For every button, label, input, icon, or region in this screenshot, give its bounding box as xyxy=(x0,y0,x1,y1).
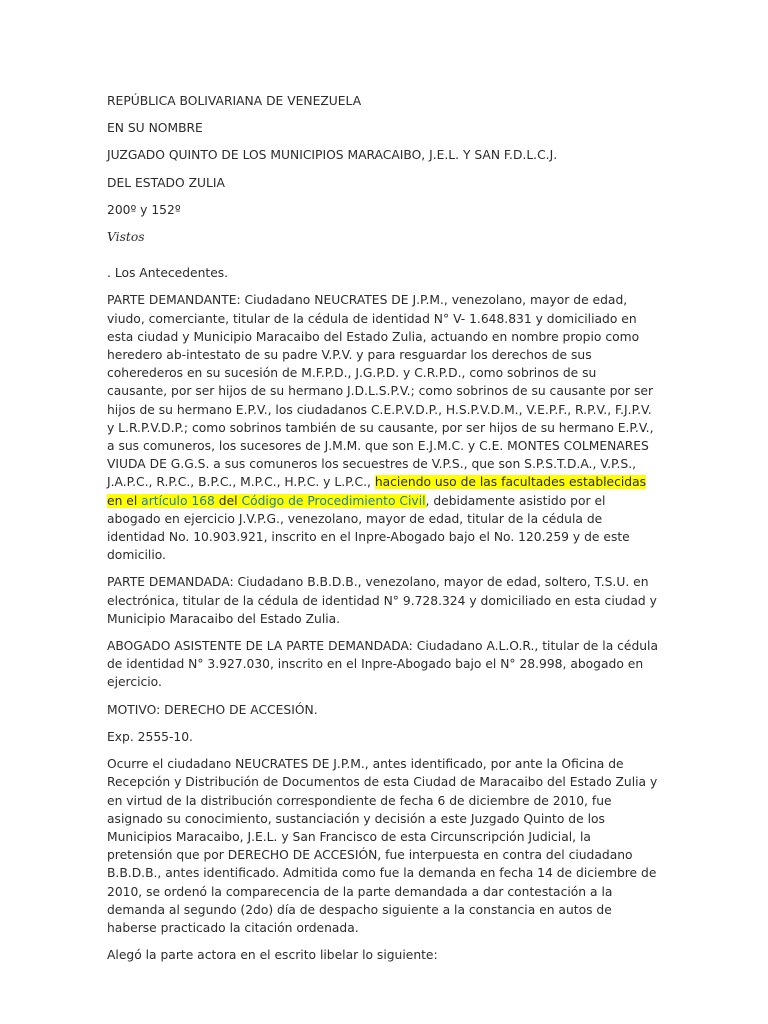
header-estado: DEL ESTADO ZULIA xyxy=(107,175,225,190)
demandante-highlight-2: del xyxy=(214,493,242,508)
abogado-asistente-paragraph: ABOGADO ASISTENTE DE LA PARTE DEMANDADA: Ciudadano A.L.O.R., titular de la cédula de identidad N° 3.927.030, inscrito en el Inpre-Abogado bajo el N° 28.998, abogado en ejercicio. xyxy=(107,639,659,690)
document-page xyxy=(107,92,659,973)
codigo-procedimiento-civil-link[interactable]: Código de Procedimiento Civil xyxy=(241,493,426,508)
motivo-paragraph: MOTIVO: DERECHO DE ACCESIÓN. xyxy=(107,702,318,717)
ocurre-paragraph: Ocurre el ciudadano NEUCRATES DE J.P.M., antes identificado, por ante la Oficina de Recepción y Distribución de Documentos de esta Ciudad de Maracaibo del Estado Zulia y en virtud de la distribución correspondiente de fecha 6 de diciembre de 2010, fue asignado su conocimiento, sustanciación y decisión a este Juzgado Quinto de los Municipios Maracaibo, J.E.L. y San Francisco de esta Circunscripción Judicial, la pretensión que por DERECHO DE ACCESIÓN, fue interpuesta en contra del ciudadano B.B.D.B., antes identificado. Admitida como fue la demanda en fecha 14 de diciembre de 2010, se ordenó la comparecencia de la parte demandada a dar contestación a la demanda al segundo (2do) día de despacho siguiente a la constancia en autos de haberse practicado la citación ordenada. xyxy=(107,757,658,935)
parte-demandada-paragraph: PARTE DEMANDADA: Ciudadano B.B.D.B., venezolano, mayor de edad, soltero, T.S.U. en electrónica, titular de la cédula de identidad N° 9.728.324 y domiciliado en esta ciudad y Municipio Maracaibo del Estado Zulia. xyxy=(107,575,657,626)
alego-paragraph: Alegó la parte actora en el escrito libelar lo siguiente: xyxy=(107,948,438,963)
demandante-highlight-1: haciendo uso de las facultades establecidas en el xyxy=(107,475,647,508)
header-en-su-nombre: EN SU NOMBRE xyxy=(107,121,203,136)
parte-demandante-paragraph xyxy=(107,291,659,564)
vistos-heading: Vistos xyxy=(107,230,145,245)
demandante-text-2: , debidamente asistido por el abogado en ejercicio J.V.P.G., venezolano, mayor de edad, titular de la cédula de identidad No. 10.903.921, inscrito en el Inpre-Abogado bajo el No. 120.259 y de este domicilio. xyxy=(107,493,630,563)
expediente-paragraph: Exp. 2555-10. xyxy=(107,729,193,744)
antecedentes-heading: . Los Antecedentes. xyxy=(107,266,229,281)
demandante-text-1: PARTE DEMANDANTE: Ciudadano NEUCRATES DE J.P.M., venezolano, mayor de edad, viudo, comerciante, titular de la cédula de identidad N° V- 1.648.831 y domiciliado en esta ciudad y Municipio Maracaibo del Estado Zulia, actuando en nombre propio como heredero ab-intestato de su padre V.P.V. y para resguardar los derechos de sus coherederos en su sucesión de M.F.P.D., J.G.P.D. y C.R.P.D., como sobrinos de su causante, por ser hijos de su hermano J.D.L.S.P.V.; como sobrinos de su causante por ser hijos de su hermano E.P.V., los ciudadanos C.E.P.V.D.P., H.S.P.V.D.M., V.E.P.F., R.P.V., F.J.P.V. y L.R.P.V.D.P.; como sobrinos también de su causante, por ser hijos de su hermano E.P.V., a sus comuneros, los sucesores de J.M.M. que son E.J.M.C. y C.E. MONTES COLMENARES VIUDA DE G.G.S. a sus comuneros los secuestres de V.P.S., que son S.P.S.T.D.A., V.P.S., J.A.P.C., R.P.C., B.P.C., M.P.C., H.P.C. y L.P.C., xyxy=(107,293,654,490)
header-anos: 200º y 152º xyxy=(107,202,181,217)
header-juzgado: JUZGADO QUINTO DE LOS MUNICIPIOS MARACAIBO, J.E.L. Y SAN F.D.L.C.J. xyxy=(107,148,558,163)
articulo-168-link[interactable]: artículo 168 xyxy=(141,493,215,508)
header-republica: REPÚBLICA BOLIVARIANA DE VENEZUELA xyxy=(107,94,362,108)
